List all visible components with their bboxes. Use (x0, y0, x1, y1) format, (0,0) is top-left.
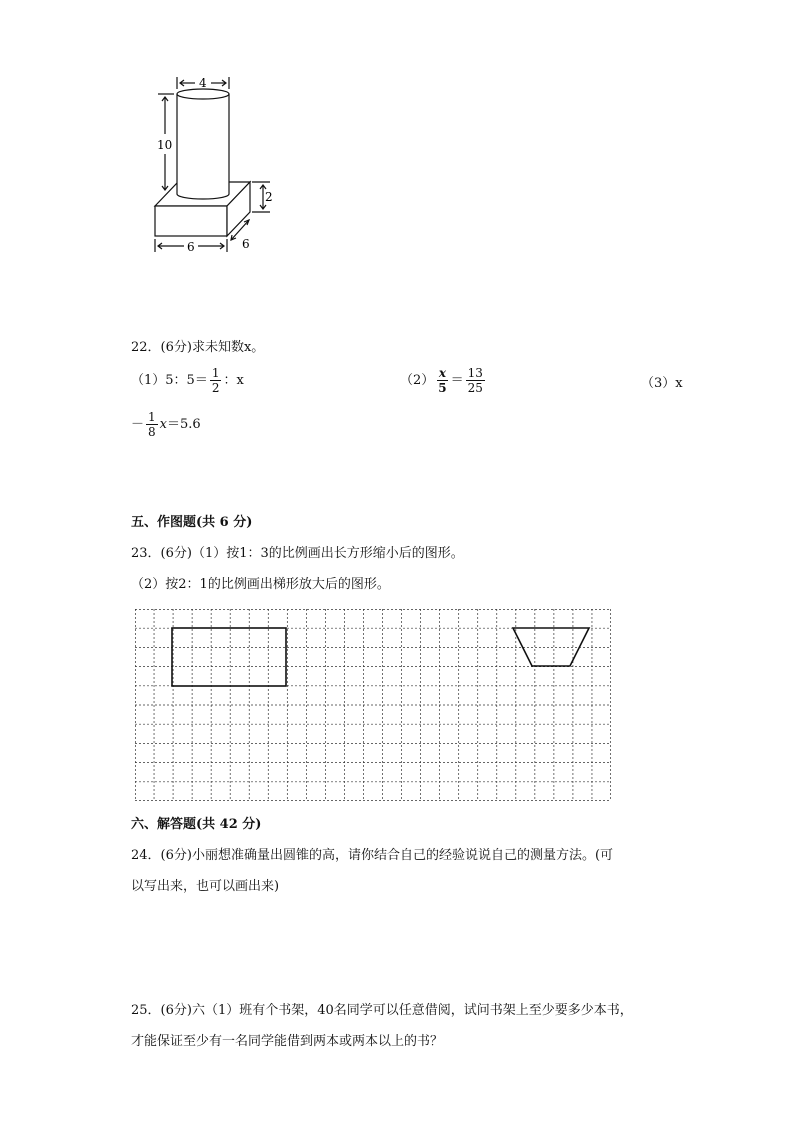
q22-p2-eq: ＝ (450, 373, 464, 388)
q23-line1: 23．(6分)（1）按1：3的比例画出长方形缩小后的图形。 (131, 546, 464, 561)
q22-p3-minus: － (131, 417, 145, 432)
label-base-height: 2 (265, 190, 273, 204)
q22-p1-prefix: （1）5：5＝ (131, 373, 208, 388)
section5-title: 五、作图题(共 6 分) (131, 515, 253, 530)
q22-p3-prefix: （3）x (641, 376, 683, 391)
q22-p2-lhs-den: 5 (438, 381, 447, 395)
q22-p3-num: 1 (148, 410, 156, 424)
label-base-width: 6 (187, 240, 195, 254)
q25-line1: 25．(6分)六（1）班有个书架，40名同学可以任意借阅，试问书架上至少要多少本书， (131, 1003, 633, 1018)
q22-p2-lhs-fraction (436, 366, 448, 395)
rectangle-shape (172, 628, 286, 686)
q22-p2-rhs-den: 25 (467, 381, 483, 395)
q24-line1: 24．(6分)小丽想准确量出圆锥的高，请你结合自己的经验说说自己的测量方法。(可 (131, 848, 614, 863)
section6-title: 六、解答题(共 42 分) (131, 817, 262, 832)
q22-p1-fraction (210, 366, 222, 395)
q22-p1-num: 1 (211, 366, 220, 380)
q22-part1 (131, 366, 244, 395)
q22-header: 22．(6分)求未知数x。 (131, 340, 265, 355)
q24-line2: 以写出来，也可以画出来) (131, 879, 280, 894)
label-top-width: 4 (199, 76, 207, 90)
q22-p1-den: 2 (211, 381, 220, 395)
trapezoid-shape (513, 628, 589, 666)
cylinder-box-figure (140, 74, 290, 264)
q22-p3-den: 8 (148, 425, 156, 439)
q22-p3-var: x (159, 417, 167, 432)
q25-line2: 才能保证至少有一名同学能借到两本或两本以上的书？ (131, 1034, 444, 1049)
q22-part3-equation (131, 410, 201, 439)
q23-line2: （2）按2：1的比例画出梯形放大后的图形。 (131, 577, 390, 592)
q22-p2-rhs-num: 13 (467, 366, 483, 380)
q22-p2-prefix: （2） (400, 373, 435, 388)
q22-p3-fraction (146, 410, 158, 439)
q22-p2-rhs-fraction (466, 366, 485, 395)
q22-p1-suffix: ：x (223, 373, 244, 388)
q22-part2 (400, 366, 487, 395)
label-base-depth: 6 (242, 237, 250, 251)
q22-p3-suffix: ＝5.6 (167, 417, 201, 432)
q22-p2-lhs-num: x (438, 366, 447, 380)
label-cyl-height: 10 (157, 138, 173, 152)
drawing-grid[interactable] (135, 609, 611, 801)
